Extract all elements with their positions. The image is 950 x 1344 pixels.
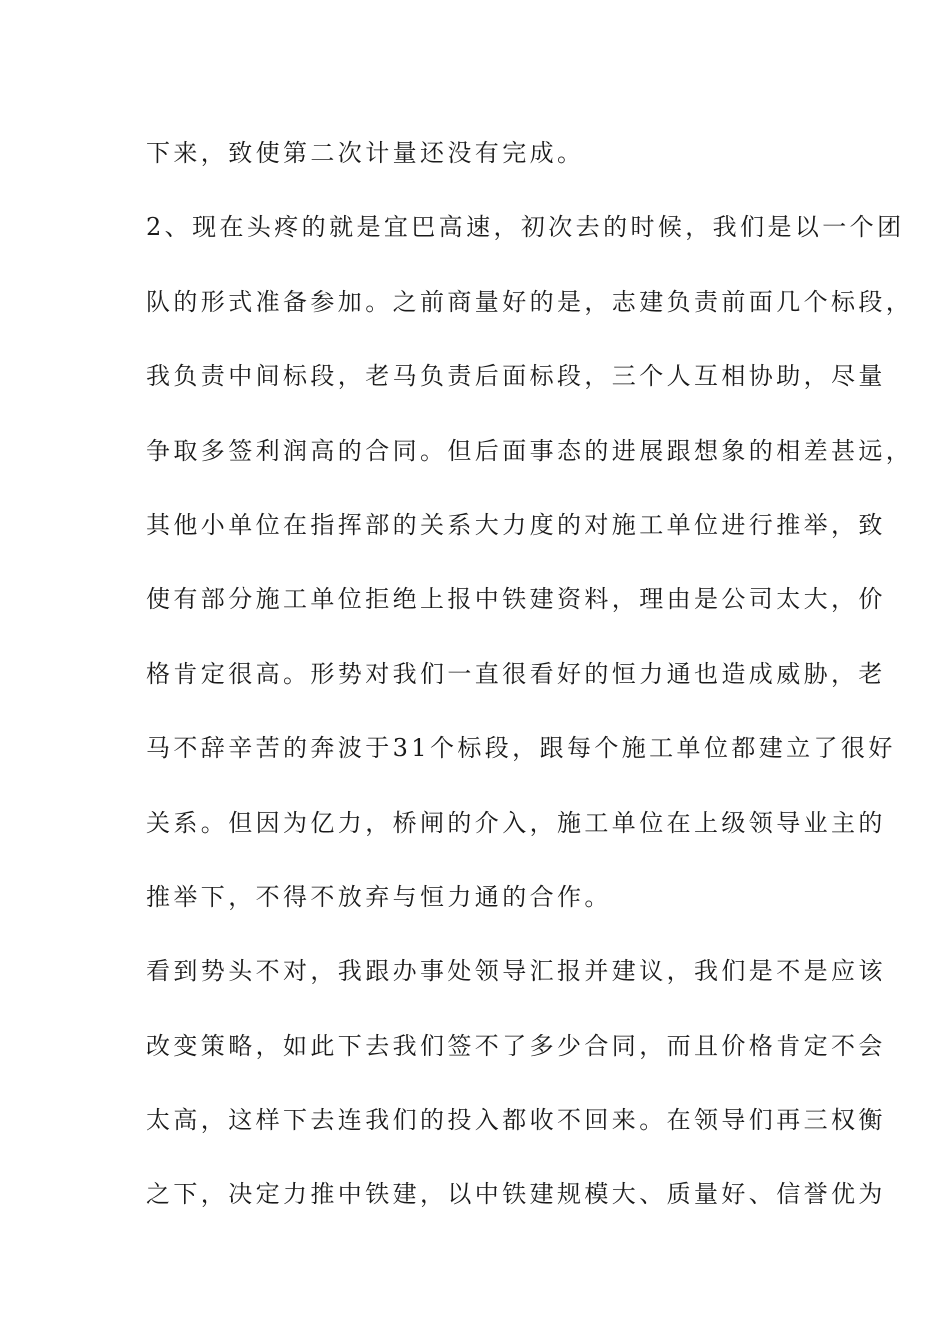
text-line-2: 2、现在头疼的就是宜巴高速，初次去的时候，我们是以一个团 — [146, 213, 905, 242]
text-line-10: 关系。但因为亿力，桥闸的介入，施工单位在上级领导业主的 — [146, 808, 886, 837]
document-body — [146, 132, 914, 1248]
text-line-8: 格肯定很高。形势对我们一直很看好的恒力通也造成威胁，老 — [146, 659, 886, 688]
text-line-11: 推举下，不得不放弃与恒力通的合作。 — [146, 882, 612, 911]
text-line-3: 队的形式准备参加。之前商量好的是，志建负责前面几个标段， — [146, 287, 914, 316]
text-line-1: 下来，致使第二次计量还没有完成。 — [146, 139, 585, 167]
text-line-5: 争取多签利润高的合同。但后面事态的进展跟想象的相差甚远， — [146, 436, 914, 465]
text-line-9: 马不辞辛苦的奔波于31个标段，跟每个施工单位都建立了很好 — [146, 734, 896, 763]
text-line-4: 我负责中间标段，老马负责后面标段，三个人互相协助，尽量 — [146, 362, 886, 391]
text-line-7: 使有部分施工单位拒绝上报中铁建资料，理由是公司太大，价 — [146, 585, 886, 614]
text-line-13: 改变策略，如此下去我们签不了多少合同，而且价格肯定不会 — [146, 1031, 886, 1060]
text-line-14: 太高，这样下去连我们的投入都收不回来。在领导们再三权衡 — [146, 1106, 886, 1135]
text-line-6: 其他小单位在指挥部的关系大力度的对施工单位进行推举，致 — [146, 510, 886, 539]
text-line-15: 之下，决定力推中铁建，以中铁建规模大、质量好、信誉优为 — [146, 1180, 886, 1209]
text-line-12: 看到势头不对，我跟办事处领导汇报并建议，我们是不是应该 — [146, 957, 886, 986]
